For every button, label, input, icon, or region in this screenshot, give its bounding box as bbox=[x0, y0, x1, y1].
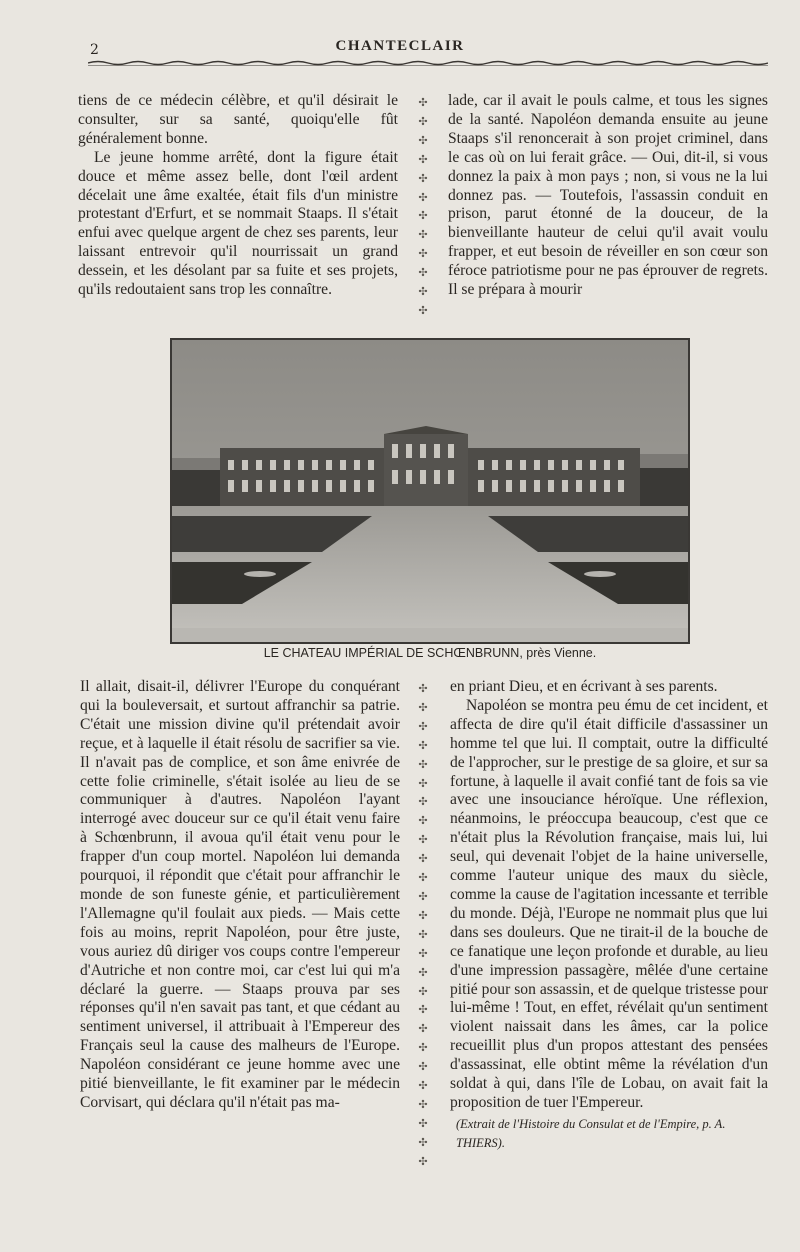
ornament-column-divider: ✣ ✣ ✣ ✣ ✣ ✣ ✣ ✣ ✣ ✣ ✣ ✣ bbox=[418, 96, 428, 317]
magazine-title: CHANTECLAIR bbox=[335, 38, 465, 54]
paragraph: Le jeune homme arrêté, dont la figure était douce et même assez belle, dont l'œil ardent décelait une âme exaltée, était fils d'un ministre protestant d'Erfurt, et se nommait Staaps. Il s'était enfui avec quelque argent de chez ses parents, leur laissant entrevoir qu'il nourrissait un grand dessein, et les désolant par sa fuite et ses projets, qu'ils redoutaient sans trop les connaître. bbox=[78, 148, 398, 299]
paragraph: lade, car il avait le pouls calme, et tous les signes de la santé. Napoléon demanda ensuite au jeune Staaps s'il renoncerait à son projet criminel, dans le cas où on lui ferait grâce. — Oui, dit-il, si vous donnez la paix à mon pays ; non, si vous ne la lui donnez pas. — Toutefois, l'assassin conduit en prison, parut étonné de la douceur, de la bienveillante hauteur de celui qu'il avait voulu frapper, et eut besoin de réveiller en son cœur son féroce patriotisme pour ne pas éprouver de regrets. Il se prépara à mourir bbox=[448, 92, 768, 299]
header-rule bbox=[88, 58, 768, 68]
page-number: 2 bbox=[90, 42, 99, 58]
paragraph: Napoléon se montra peu ému de cet incident, et affecta de dire qu'il était difficile d'assassiner un homme tel que lui. Il comptait, outre la difficulté de l'approcher, sur le prestige de sa gloire, et sur sa fortune, à laquelle il avait confié tant de fois sa vie avec une insouciance héroïque. Une réflexion, néanmoins, le préoccupa beaucoup, c'est que ce n'était plus la Révolution française, mais lui, lui seul, qui devenait l'objet de la haine universelle, comme l'auteur unique des maux du siècle, comme la cause de l'agitation incessante et terrible du monde. Déjà, l'Europe ne nommait plus que lui dans ses douleurs. Que ne tirait-il de la bouche de ce fanatique une leçon profonde et durable, au lieu d'une impression passagère, mêlée d'une certaine pitié pour son assassin, et de quelque tristesse pour lui-même ! Tout, en effet, révélait qu'un sentiment violent naissait dans les âmes, car la police recueillit plus d'un propos attestant des pensées d'assassinat, elle obtint même la révélation d'un soldat à qui, dans l'île de Lobau, on avait fait la proposition de tuer l'Empereur. bbox=[450, 696, 768, 1111]
photo-caption: LE CHATEAU IMPÉRIAL DE SCHŒNBRUNN, près Vienne. bbox=[263, 646, 597, 660]
top-left-column bbox=[78, 92, 398, 300]
palace-illustration bbox=[172, 340, 688, 642]
schoenbrunn-photo bbox=[170, 338, 690, 644]
paragraph: en priant Dieu, et en écrivant à ses parents. bbox=[450, 678, 718, 695]
source-citation: (Extrait de l'Histoire du Consulat et de l'Empire, p. A. THIERS). bbox=[456, 1116, 726, 1150]
bottom-left-column bbox=[80, 678, 400, 1113]
paragraph: tiens de ce médecin célèbre, et qu'il désirait le consulter, sur sa santé, quoiqu'elle fût généralement bonne. bbox=[78, 92, 398, 147]
ornament-column-divider: ✣ ✣ ✣ ✣ ✣ ✣ ✣ ✣ ✣ ✣ ✣ ✣ ✣ ✣ ✣ ✣ ✣ ✣ ✣ ✣ ✣ ✣ ✣ ✣ ✣ ✣ bbox=[418, 682, 428, 1168]
top-right-column bbox=[448, 92, 768, 300]
paragraph: Il allait, disait-il, délivrer l'Europe du conquérant qui la bouleversait, et surtout affranchir sa patrie. C'était une mission divine qu'il prétendait avoir reçue, et à laquelle il était résolu de sacrifier sa vie. Il n'avait pas de complice, et son âme enivrée de cette folie criminelle, s'était isolée au lieu de se communiquer à d'autres. Napoléon l'ayant interrogé avec douceur sur ce qu'il était venu faire à Schœnbrunn, il avoua qu'il était venu pour le frapper d'un coup mortel. Napoléon lui demanda pourquoi, il répondit que c'était pour affranchir le monde de son funeste génie, et particulièrement l'Allemagne qu'il foulait aux pieds. — Mais cette fois au moins, reprit Napoléon, pour être juste, vous auriez dû diriger vos coups contre l'empereur d'Autriche et non contre moi, car c'est lui qui m'a déclaré la guerre. — Staaps prouva par ses réponses qu'il n'en savait pas tant, et que cédant au sentiment universel, il attribuait à l'Empereur des Français seul la cause des malheurs de l'Europe. Napoléon considérant ce jeune homme avec une pitié bienveillante, le fit examiner par le médecin Corvisart, qui déclara qu'il n'était pas ma- bbox=[80, 678, 400, 1111]
bottom-right-column bbox=[450, 678, 768, 1153]
